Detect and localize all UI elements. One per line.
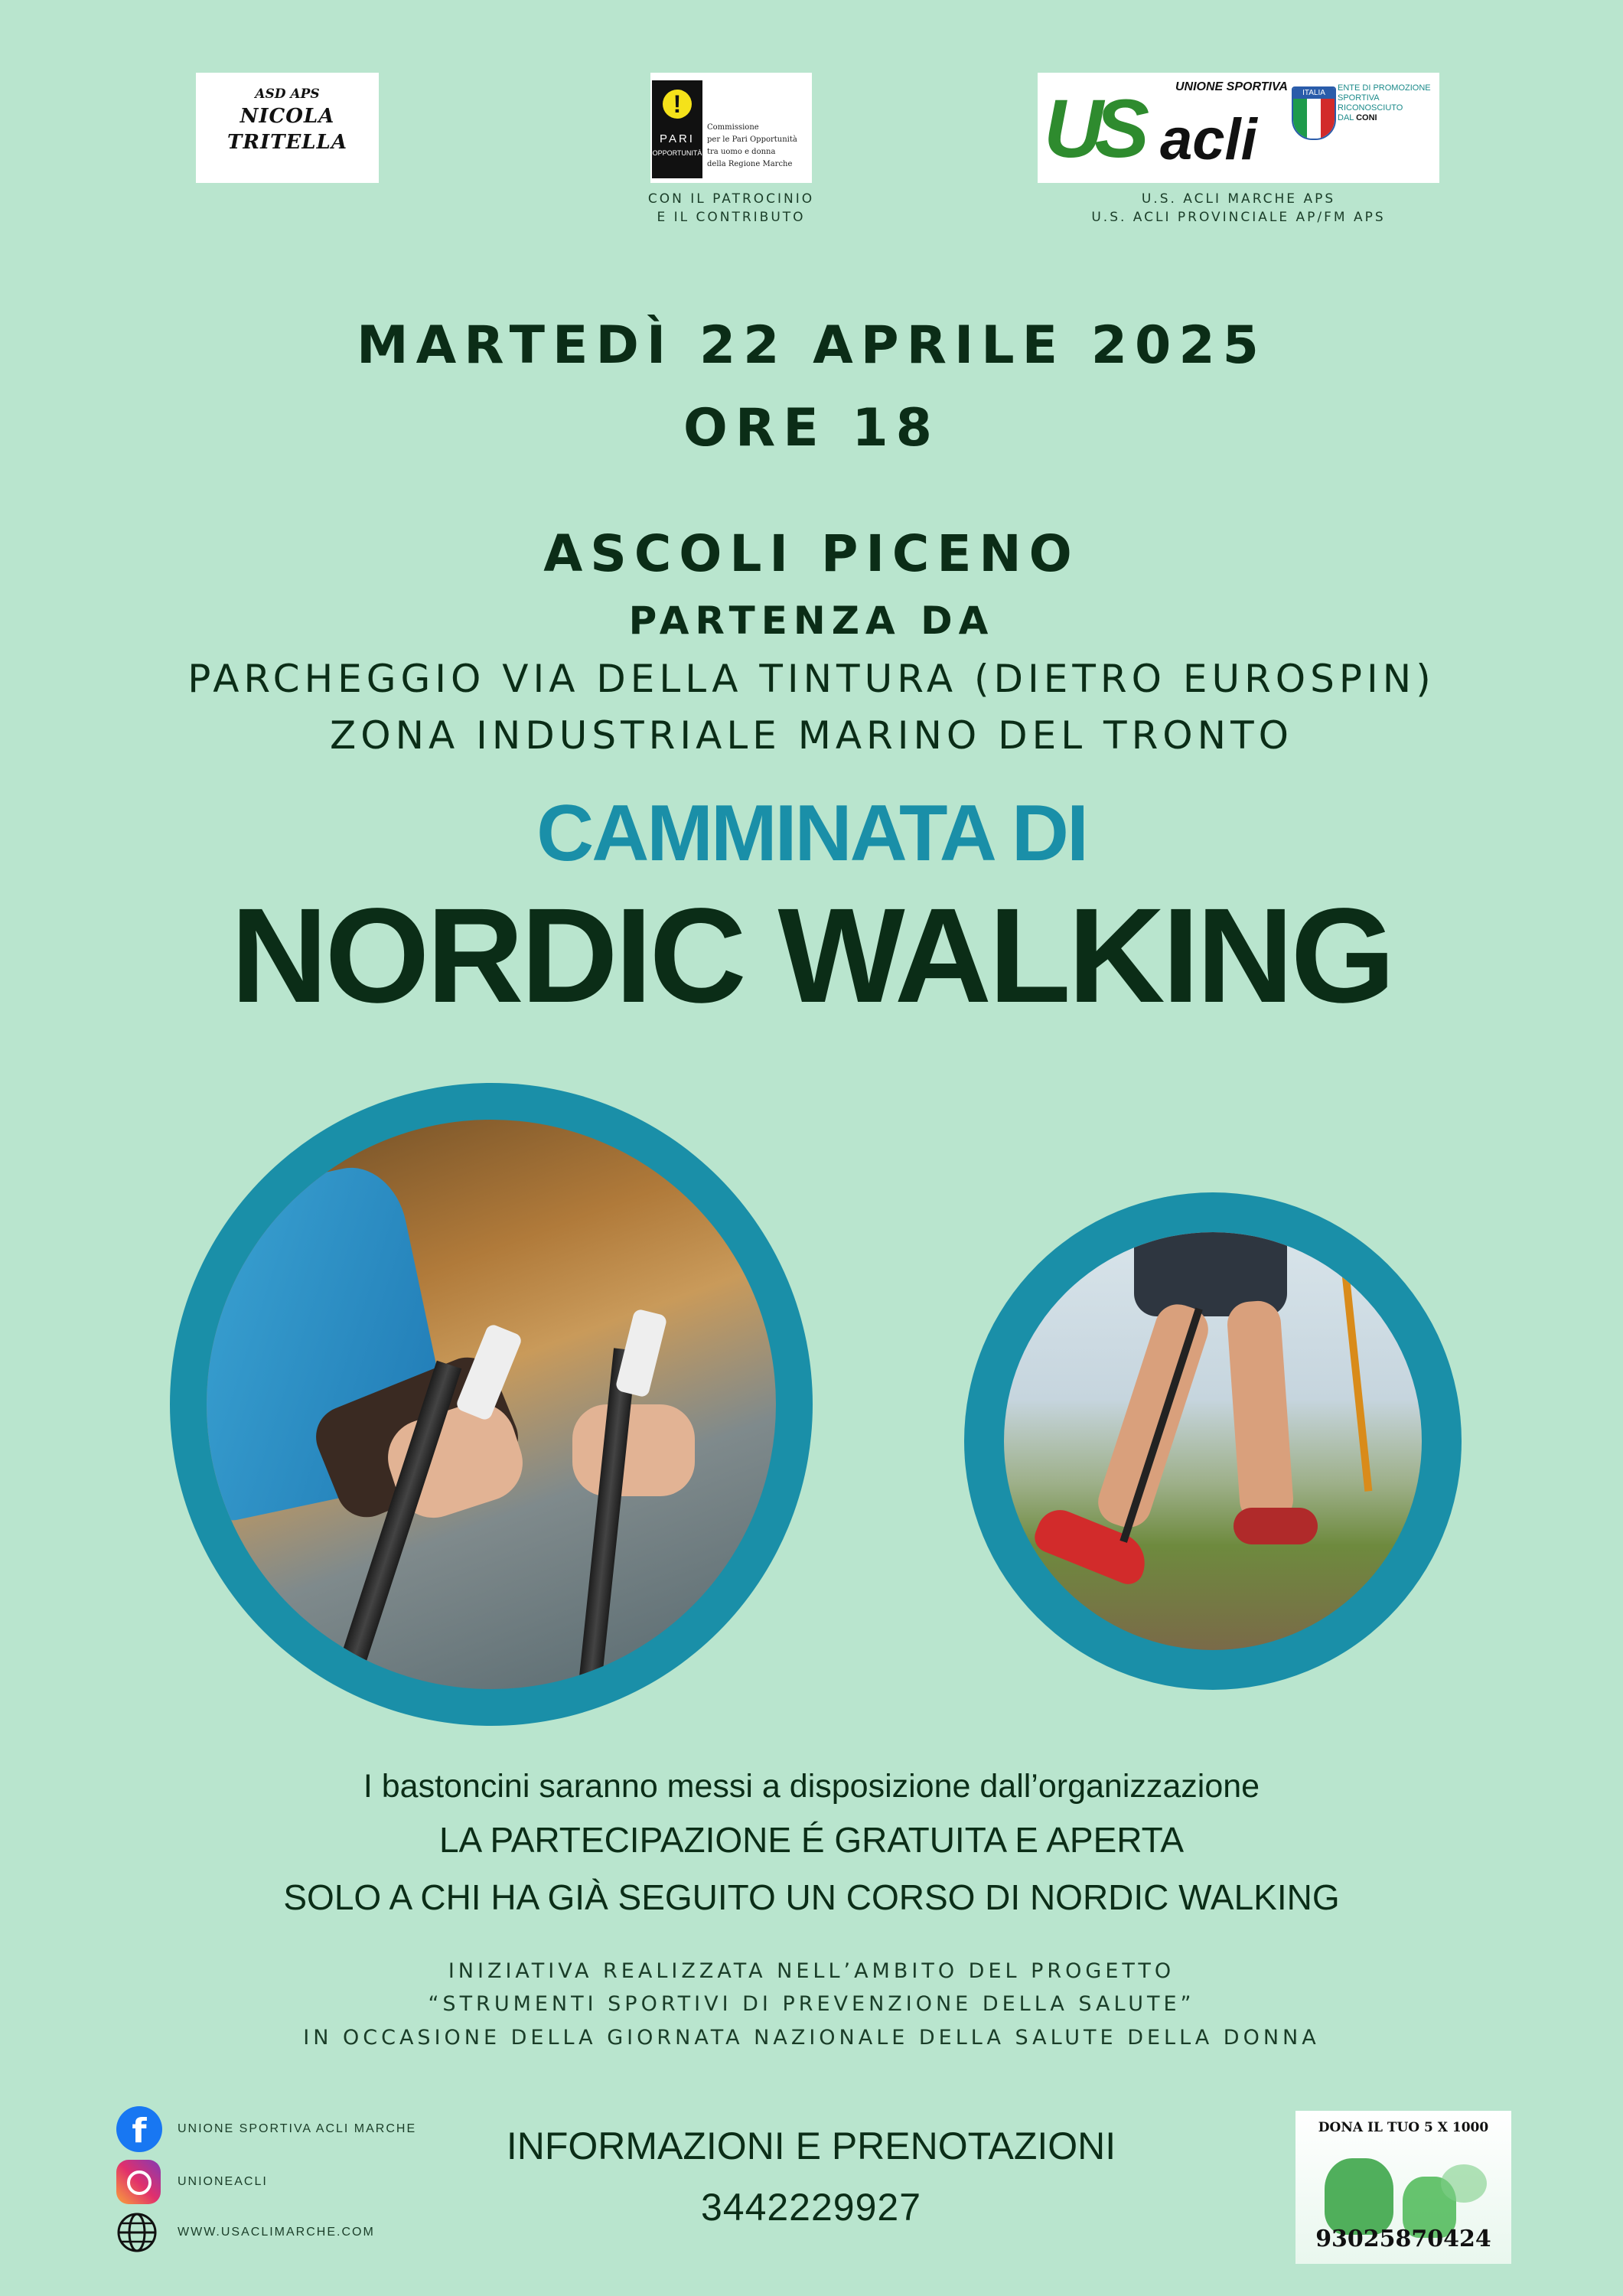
usacli-us-label: UNIONE SPORTIVA bbox=[1175, 80, 1288, 93]
ente-line3: RICONOSCIUTO bbox=[1338, 103, 1403, 113]
ente-line1: ENTE DI PROMOZIONE bbox=[1338, 83, 1431, 93]
contact-phone[interactable]: 3442229927 bbox=[700, 2186, 922, 2229]
photo-hands-poles bbox=[207, 1120, 776, 1689]
event-date: MARTEDÌ 22 APRILE 2025 bbox=[357, 315, 1266, 376]
pari-label2: OPPORTUNITÀ bbox=[652, 149, 702, 157]
instagram-label: UNIONEACLI bbox=[178, 2175, 268, 2188]
pari-badge bbox=[652, 80, 702, 178]
social-instagram[interactable] bbox=[116, 2160, 268, 2204]
event-time: ORE 18 bbox=[683, 398, 940, 458]
instagram-icon bbox=[116, 2160, 161, 2204]
leg-right bbox=[1226, 1300, 1295, 1525]
facebook-icon: f bbox=[116, 2106, 162, 2152]
usacli-text bbox=[1038, 190, 1439, 227]
patrocinio-text bbox=[612, 190, 850, 227]
event-city: ASCOLI PICENO bbox=[543, 524, 1080, 583]
green-hand-left-icon bbox=[1325, 2158, 1393, 2235]
facebook-label: UNIONE SPORTIVA ACLI MARCHE bbox=[178, 2122, 417, 2135]
leg-left bbox=[1092, 1299, 1214, 1534]
pole-right bbox=[575, 1348, 637, 1689]
italia-label: ITALIA bbox=[1293, 88, 1335, 99]
dona-title: DONA IL TUO 5 X 1000 bbox=[1318, 2120, 1489, 2135]
tricolore-flag bbox=[1293, 99, 1335, 139]
address-line2: ZONA INDUSTRIALE MARINO DEL TRONTO bbox=[330, 713, 1293, 758]
project-line3: IN OCCASIONE DELLA GIORNATA NAZIONALE DELLA SALUTE DELLA DONNA bbox=[303, 2026, 1320, 2050]
usacli-line1: U.S. ACLI MARCHE APS bbox=[1141, 191, 1336, 207]
contact-title: INFORMAZIONI E PRENOTAZIONI bbox=[506, 2125, 1116, 2167]
dona-code: 93025870424 bbox=[1315, 2226, 1491, 2252]
patrocinio-line2: E IL CONTRIBUTO bbox=[657, 210, 806, 225]
ente-line4a: DAL bbox=[1338, 113, 1354, 122]
project-line1: INIZIATIVA REALIZZATA NELL’AMBITO DEL PROGETTO bbox=[448, 1959, 1175, 1983]
start-label: PARTENZA DA bbox=[628, 598, 995, 643]
patrocinio-line1: CON IL PATROCINIO bbox=[647, 191, 815, 207]
social-website[interactable] bbox=[116, 2212, 375, 2253]
asd-logo bbox=[196, 73, 379, 183]
pari-text4: della Regione Marche bbox=[707, 160, 793, 168]
pari-text3: tra uomo e donna bbox=[707, 148, 776, 156]
photo-legs-hill bbox=[1004, 1232, 1422, 1650]
asd-line3: TRITELLA bbox=[227, 131, 348, 154]
usacli-acli-letters: acli bbox=[1160, 107, 1257, 172]
pole-orange bbox=[1341, 1262, 1372, 1491]
globe-icon bbox=[116, 2212, 158, 2253]
usacli-logo bbox=[1038, 73, 1439, 183]
usacli-us-letters: US bbox=[1044, 82, 1141, 174]
project-line2: “STRUMENTI SPORTIVI DI PREVENZIONE DELLA SALUTE” bbox=[428, 1992, 1195, 2016]
hand-right bbox=[572, 1404, 695, 1496]
green-splash bbox=[1441, 2164, 1487, 2203]
title-big: NORDIC WALKING bbox=[230, 881, 1393, 1031]
walker-legs-photo bbox=[964, 1192, 1462, 1690]
address-line1: PARCHEGGIO VIA DELLA TINTURA (DIETRO EUROSPIN) bbox=[187, 657, 1436, 701]
asd-line1: ASD APS bbox=[255, 86, 320, 102]
ente-line2: SPORTIVA bbox=[1338, 93, 1380, 103]
ente-line4b: CONI bbox=[1356, 113, 1377, 122]
website-label: WWW.USACLIMARCHE.COM bbox=[178, 2226, 375, 2239]
nordic-poles-photo bbox=[170, 1083, 813, 1726]
pari-text1: Commissione bbox=[707, 123, 759, 132]
asd-line2: NICOLA bbox=[240, 105, 335, 128]
info-line3: SOLO A CHI HA GIÀ SEGUITO UN CORSO DI NORDIC WALKING bbox=[283, 1877, 1340, 1917]
social-facebook[interactable] bbox=[116, 2106, 416, 2152]
pari-text2: per le Pari Opportunità bbox=[707, 135, 797, 144]
info-line2: LA PARTECIPAZIONE É GRATUITA E APERTA bbox=[438, 1820, 1185, 1860]
pari-opportunita-logo bbox=[650, 73, 812, 183]
dona-5x1000-box bbox=[1295, 2111, 1511, 2264]
shoe-right bbox=[1234, 1508, 1318, 1544]
title-small: CAMMINATA DI bbox=[536, 789, 1087, 878]
exclamation-icon: ! bbox=[663, 90, 692, 119]
pari-label1: PARI bbox=[660, 132, 695, 145]
usacli-line2: U.S. ACLI PROVINCIALE AP/FM APS bbox=[1091, 210, 1386, 225]
info-line1: I bastoncini saranno messi a disposizione dall’organizzazione bbox=[363, 1768, 1260, 1805]
italia-shield bbox=[1292, 86, 1336, 140]
